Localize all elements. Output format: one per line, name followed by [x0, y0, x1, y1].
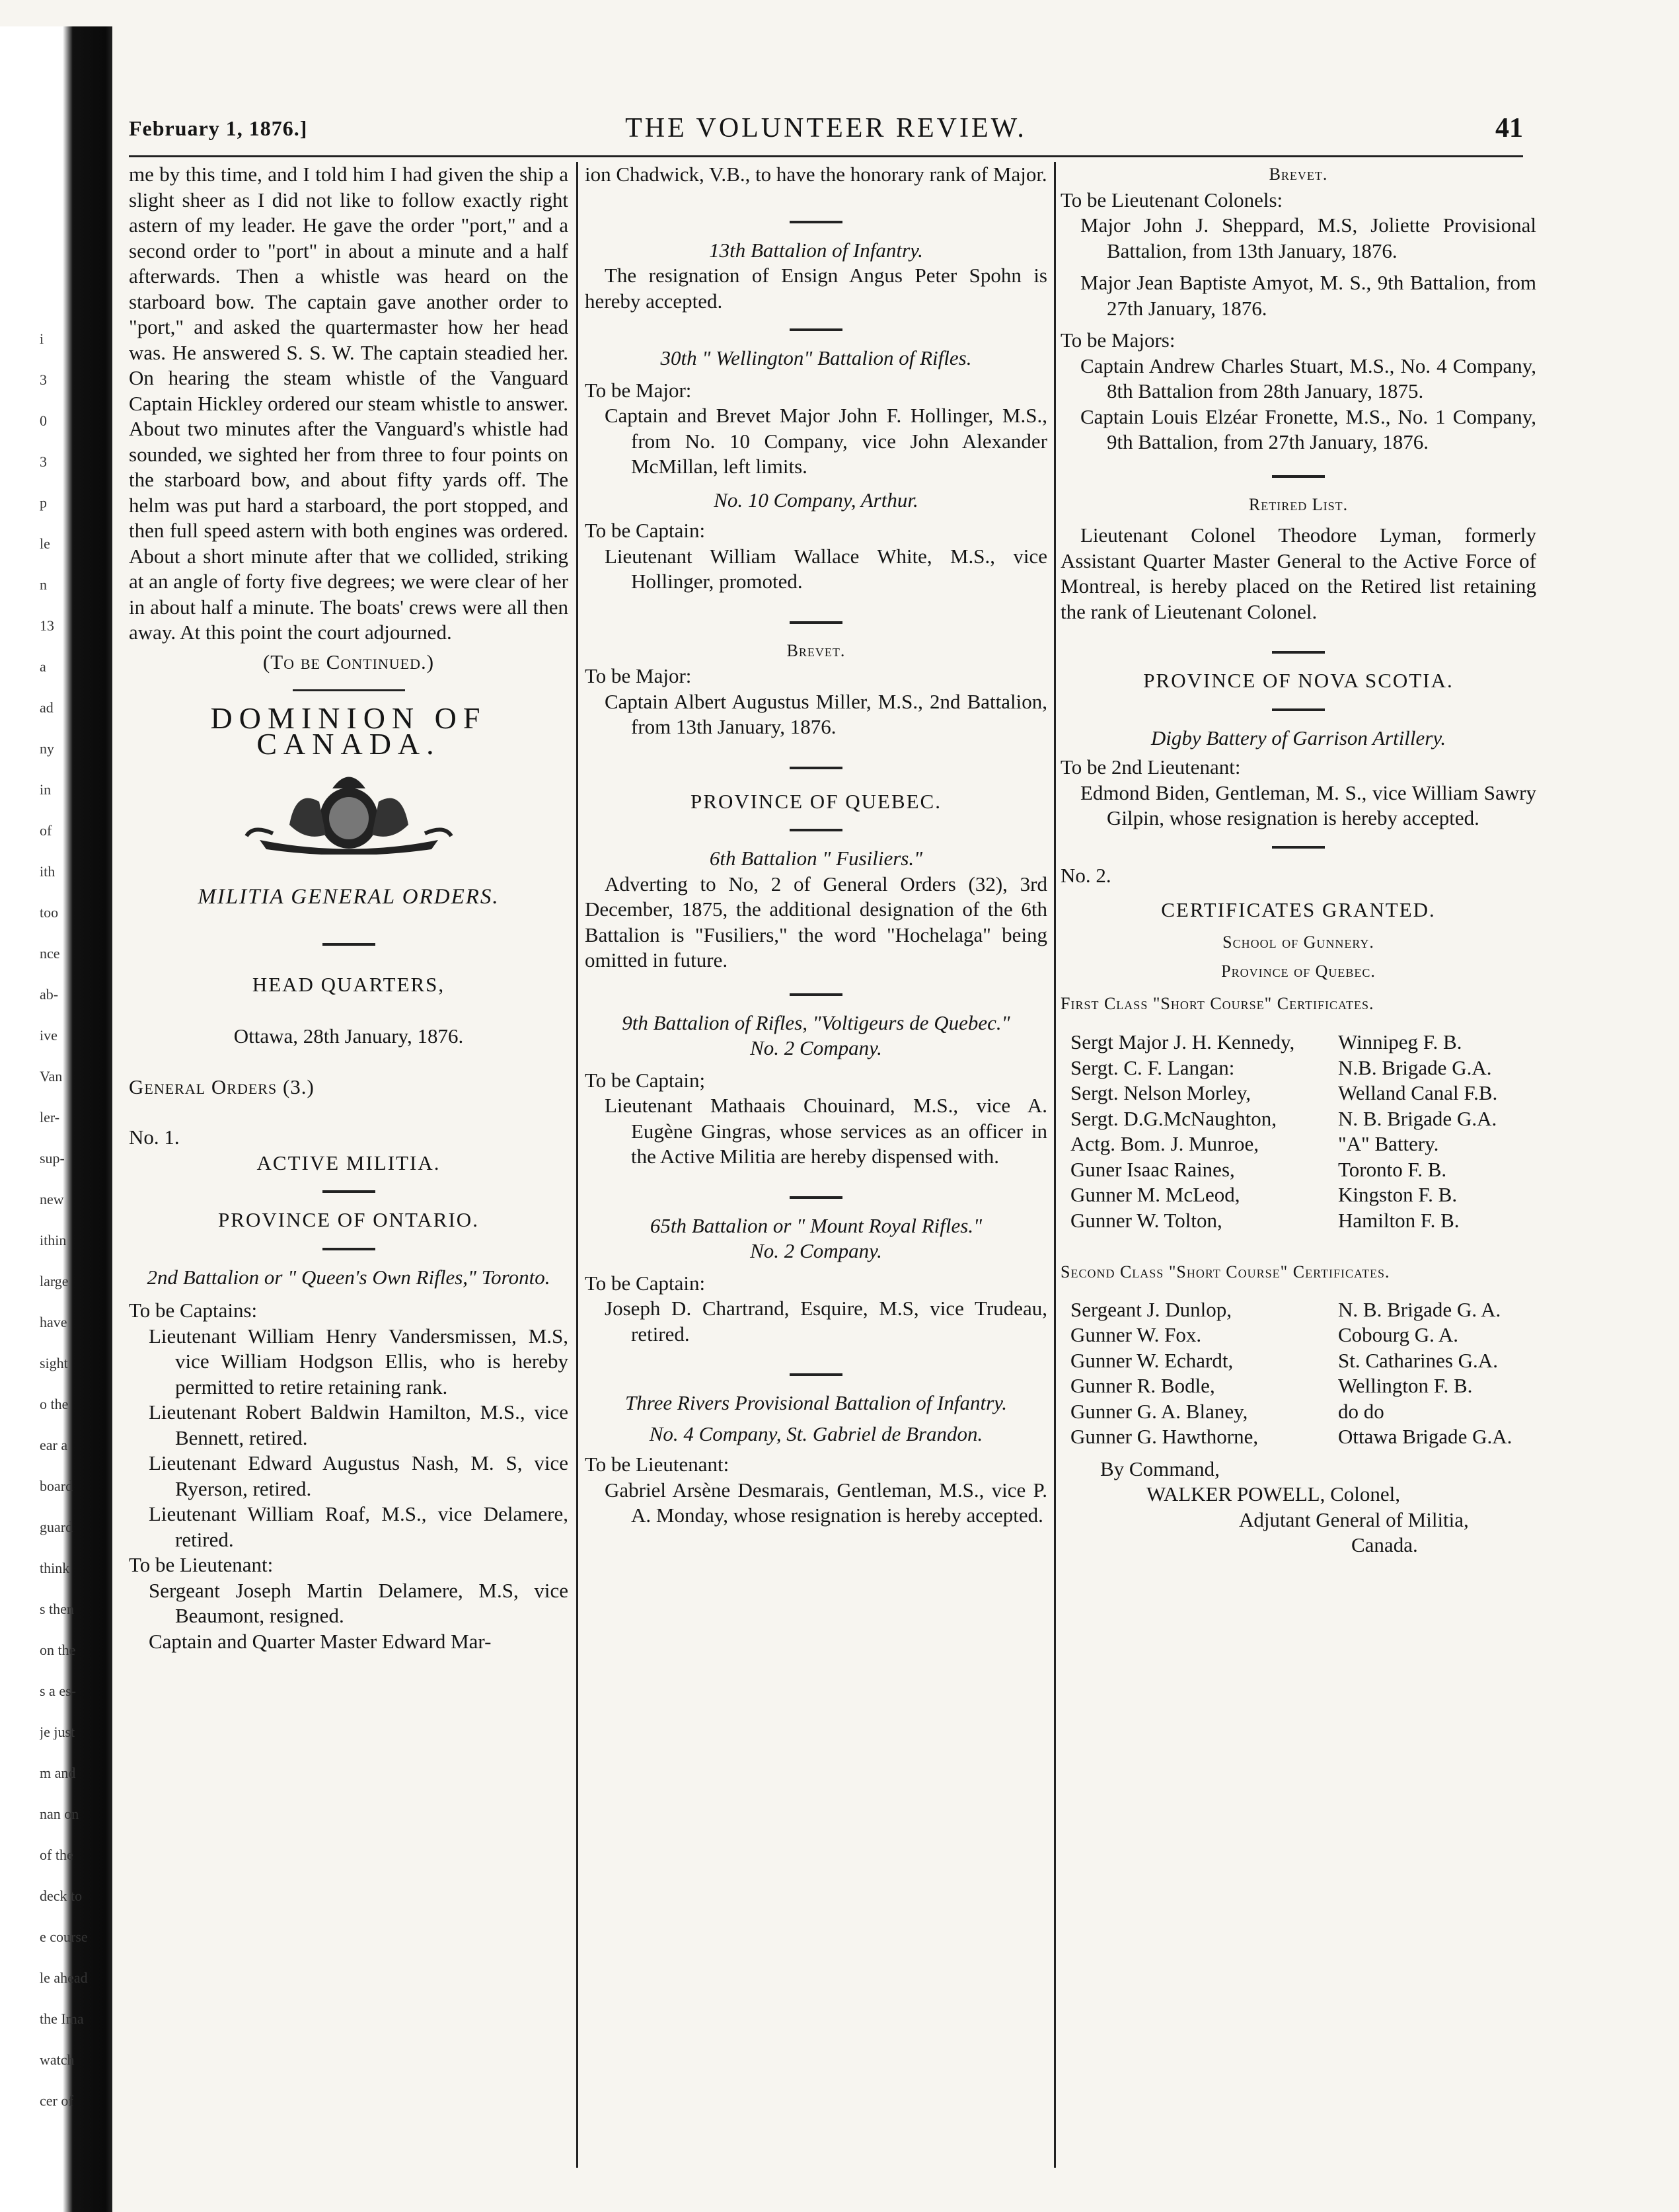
- certificate-row: [1061, 1131, 1536, 1157]
- certificate-unit: St. Catharines G.A.: [1338, 1348, 1498, 1372]
- certificate-unit: Winnipeg F. B.: [1338, 1030, 1462, 1053]
- order-text: Adverting to No, 2 of General Orders (32), 3rd December, 1875, the additional designation of the 6th Battalion is "Fusiliers," the word "Hochelaga" being omitted in future.: [585, 872, 1047, 972]
- certificate-row: [1061, 1424, 1536, 1450]
- company-heading: No. 10 Company, Arthur.: [714, 488, 918, 512]
- certificate-unit: N.B. Brigade G.A.: [1338, 1055, 1492, 1079]
- certificate-unit: Toronto F. B.: [1338, 1157, 1447, 1181]
- appointment-entry: Major Jean Baptiste Amyot, M. S., 9th Battalion, from 27th January, 1876.: [1080, 271, 1536, 320]
- margin-fragment: 0: [40, 412, 47, 429]
- margin-fragment: o the: [40, 1396, 69, 1412]
- divider: [790, 221, 842, 223]
- margin-fragment: 13: [40, 617, 54, 634]
- appointment-label: To be Captain:: [585, 519, 706, 542]
- company-heading: No. 2 Company.: [750, 1036, 882, 1059]
- margin-fragment: le: [40, 535, 50, 552]
- order-number: No. 2.: [1061, 863, 1111, 887]
- margin-fragment: i: [40, 330, 44, 347]
- certificate-name: Sergt Major J. H. Kennedy,: [1070, 1030, 1295, 1053]
- margin-fragment: 3: [40, 371, 47, 388]
- margin-fragment: too: [40, 904, 59, 921]
- certificate-row: [1061, 1322, 1536, 1348]
- certificate-row: [1061, 1348, 1536, 1374]
- appointment-entry: Lieutenant Robert Baldwin Hamilton, M.S., vice Bennett, retired.: [149, 1400, 568, 1449]
- certificate-row: [1061, 1055, 1536, 1081]
- certificate-name: Sergt. Nelson Morley,: [1070, 1081, 1251, 1104]
- margin-fragment: 3: [40, 453, 47, 470]
- margin-fragment: ler-: [40, 1109, 60, 1125]
- margin-fragment: ive: [40, 1027, 57, 1044]
- appointment-entry: Captain Albert Augustus Miller, M.S., 2nd Battalion, from 13th January, 1876.: [605, 689, 1047, 738]
- margin-fragment: le ahead: [40, 1969, 88, 1986]
- dominion-heading: DOMINION OF CANADA.: [210, 701, 487, 761]
- divider: [790, 621, 842, 624]
- appointment-entry: Lieutenant William Henry Vandersmissen, M.S, vice William Hodgson Ellis, who is hereby permitted to retire retaining rank.: [149, 1324, 568, 1398]
- appointment-entry: Captain Louis Elzéar Fronette, M.S., No. 1 Company, 9th Battalion, from 27th January, 1876.: [1080, 404, 1536, 453]
- battalion-heading: 65th Battalion or " Mount Royal Rifles.": [650, 1213, 983, 1237]
- page-header: [129, 112, 1523, 152]
- appointment-entry: Lieutenant William Wallace White, M.S., vice Hollinger, promoted.: [605, 544, 1047, 593]
- margin-fragment: on the: [40, 1642, 76, 1658]
- appointment-label: To be Majors:: [1061, 328, 1175, 352]
- certificate-row: [1061, 1297, 1536, 1323]
- margin-fragment: a: [40, 658, 46, 675]
- active-militia-heading: ACTIVE MILITIA.: [256, 1151, 441, 1174]
- appointment-entry: Captain Andrew Charles Stuart, M.S., No. 4 Company, 8th Battalion from 28th January, 1875.: [1080, 354, 1536, 402]
- certificate-name: Gunner M. McLeod,: [1070, 1183, 1240, 1206]
- certificate-name: Sergt. D.G.McNaughton,: [1070, 1106, 1277, 1130]
- order-text: Lieutenant Colonel Theodore Lyman, formerly Assistant Quarter Master General to the Active Force of Montreal, is hereby placed on the Retired list retaining the rank of Lieutenant Colonel.: [1061, 523, 1536, 623]
- margin-fragment: ny: [40, 740, 54, 757]
- column-1: [129, 162, 568, 1654]
- battalion-heading: 2nd Battalion or " Queen's Own Rifles," Toronto.: [147, 1265, 550, 1289]
- appointment-entry: Sergeant Joseph Martin Delamere, M.S, vice Beaumont, resigned.: [149, 1578, 568, 1627]
- divider: [293, 689, 405, 691]
- margin-fragment: think: [40, 1560, 70, 1576]
- second-class-heading: Second Class "Short Course" Certificates.: [1061, 1262, 1390, 1281]
- divider: [322, 943, 375, 946]
- margin-fragment: guard: [40, 1519, 73, 1535]
- by-command: By Command,: [1100, 1457, 1220, 1480]
- certificate-row: [1061, 1182, 1536, 1208]
- margin-fragment: s then: [40, 1601, 74, 1617]
- divider: [1272, 708, 1325, 711]
- certificate-unit: do do: [1338, 1399, 1384, 1423]
- margin-fragment: deck to: [40, 1888, 83, 1904]
- margin-fragment: have: [40, 1314, 67, 1330]
- signature-name: WALKER POWELL, Colonel,: [1146, 1482, 1401, 1506]
- appointment-entry: Lieutenant Mathaais Chouinard, M.S., vice A. Eugène Gingras, whose services as an officer in the Active Militia are hereby dispensed with.: [605, 1094, 1047, 1168]
- divider: [790, 1196, 842, 1199]
- certificate-name: Gunner G. Hawthorne,: [1070, 1425, 1259, 1448]
- column-rule: [576, 162, 578, 2168]
- margin-fragment: of the: [40, 1847, 73, 1863]
- certificate-unit: Cobourg G. A.: [1338, 1323, 1459, 1346]
- certificate-row: [1061, 1106, 1536, 1132]
- appointment-label: To be Major:: [585, 378, 692, 402]
- margin-fragment: nan on: [40, 1806, 79, 1822]
- divider: [790, 328, 842, 331]
- margin-fragment: ithin: [40, 1232, 67, 1248]
- certificate-unit: Wellington F. B.: [1338, 1374, 1473, 1397]
- margin-fragment: ad: [40, 699, 54, 716]
- first-class-heading: First Class "Short Course" Certificates.: [1061, 993, 1374, 1013]
- divider: [790, 829, 842, 831]
- appointment-label: To be Lieutenant Colonels:: [1061, 188, 1283, 211]
- margin-fragment: in: [40, 781, 52, 798]
- militia-orders-title: MILITIA GENERAL ORDERS.: [198, 885, 500, 909]
- certificate-unit: N. B. Brigade G. A.: [1338, 1297, 1501, 1321]
- certificate-row: [1061, 1399, 1536, 1425]
- order-number: No. 1.: [129, 1125, 180, 1149]
- appointment-label: To be Captain;: [585, 1068, 706, 1092]
- brevet-heading: Brevet.: [1269, 165, 1328, 184]
- appointment-entry: Joseph D. Chartrand, Esquire, M.S, vice Trudeau, retired.: [605, 1297, 1047, 1346]
- margin-fragment: p: [40, 494, 47, 511]
- appointment-entry: Lieutenant William Roaf, M.S., vice Delamere, retired.: [149, 1502, 568, 1551]
- margin-fragment: of: [40, 822, 52, 839]
- margin-fragment: n: [40, 576, 47, 593]
- margin-fragment: s a es-: [40, 1683, 76, 1699]
- first-class-list: [1061, 1030, 1536, 1233]
- certificate-unit: Ottawa Brigade G.A.: [1338, 1425, 1512, 1448]
- battalion-heading: 9th Battalion of Rifles, "Voltigeurs de Quebec.": [622, 1011, 1010, 1034]
- margin-fragment: watch: [40, 2051, 75, 2068]
- order-text: The resignation of Ensign Angus Peter Spohn is hereby accepted.: [585, 264, 1047, 313]
- header-rule: [129, 155, 1523, 157]
- divider: [1272, 651, 1325, 654]
- certificate-row: [1061, 1081, 1536, 1106]
- certificate-name: Gunner W. Echardt,: [1070, 1348, 1234, 1372]
- divider: [790, 767, 842, 769]
- appointment-label: To be Major:: [585, 664, 692, 687]
- header-date: February 1, 1876.]: [129, 116, 308, 140]
- ontario-heading: PROVINCE OF ONTARIO.: [218, 1208, 479, 1231]
- retired-list-heading: Retired List.: [1248, 494, 1349, 514]
- margin-fragment: sight: [40, 1355, 68, 1371]
- signature-title: Adjutant General of Militia,: [1239, 1507, 1469, 1531]
- margin-fragment: board: [40, 1478, 73, 1494]
- school-heading: School of Gunnery.: [1222, 932, 1374, 952]
- certificate-row: [1061, 1208, 1536, 1234]
- province-heading: Province of Quebec.: [1221, 962, 1376, 981]
- certificate-name: Actg. Bom. J. Munroe,: [1070, 1132, 1259, 1155]
- nova-scotia-heading: PROVINCE OF NOVA SCOTIA.: [1143, 669, 1454, 692]
- place-date: Ottawa, 28th January, 1876.: [233, 1024, 464, 1048]
- certificate-unit: Welland Canal F.B.: [1338, 1081, 1498, 1104]
- quebec-heading: PROVINCE OF QUEBEC.: [690, 789, 942, 813]
- divider: [790, 993, 842, 996]
- certificate-unit: Kingston F. B.: [1338, 1183, 1458, 1206]
- certificate-row: [1061, 1030, 1536, 1055]
- appointment-entry: Captain and Quarter Master Edward Mar-: [149, 1629, 492, 1653]
- page-number: 41: [1495, 113, 1523, 143]
- column-3: [1061, 162, 1536, 1558]
- appointment-label: To be 2nd Lieutenant:: [1061, 755, 1241, 779]
- narrative-text: me by this time, and I told him I had given the ship a slight sheer as I did not like to follow exactly right astern of my leader. He gave the order "port," and a second order to "port" in about a minute and a half afterwards. Then a whistle was heard on the starboard bow. The captain gave another order to "port," and asked the quartermaster how her head was. He answered S. S. W. The captain steadied her. On hearing the steam whistle of the Vanguard Captain Hickley ordered our steam whistle to answer. About two minutes after the Vanguard's whistle had sounded, we sighted her from three to four points on the starboard bow, and about fifty yards off. The helm was put hard a starboard, the port stopped, and then full speed astern with both engines was ordered. About a short minute after that we collided, striking at an angle of forty five degrees; we were clear of her in about half a minute. The boats' crews were all then away. At this point the court adjourned.: [129, 163, 568, 644]
- certificate-row: [1061, 1157, 1536, 1183]
- margin-fragment: ab-: [40, 986, 59, 1003]
- certificate-row: [1061, 1373, 1536, 1399]
- margin-fragment: sup-: [40, 1150, 65, 1166]
- appointment-continued: ion Chadwick, V.B., to have the honorary rank of Major.: [585, 163, 1047, 186]
- margin-fragment: ith: [40, 863, 56, 880]
- margin-fragment: e course: [40, 1928, 88, 1945]
- appointment-entry: Edmond Biden, Gentleman, M. S., vice William Sawry Gilpin, whose resignation is hereby accepted.: [1080, 781, 1536, 829]
- certificate-name: Sergt. C. F. Langan:: [1070, 1055, 1235, 1079]
- certificates-heading: CERTIFICATES GRANTED.: [1161, 898, 1436, 921]
- margin-fragment: large: [40, 1273, 69, 1289]
- brevet-heading: Brevet.: [786, 640, 846, 660]
- margin-fragment: ear a: [40, 1437, 68, 1453]
- divider: [322, 1190, 375, 1193]
- company-heading: No. 2 Company.: [750, 1239, 882, 1262]
- column-rule: [1054, 162, 1056, 2168]
- general-orders-label: General Orders (3.): [129, 1075, 315, 1098]
- divider: [1272, 846, 1325, 849]
- margin-fragment: je just: [40, 1724, 75, 1740]
- certificate-unit: N. B. Brigade G.A.: [1338, 1106, 1497, 1130]
- certificate-name: Sergeant J. Dunlop,: [1070, 1297, 1232, 1321]
- margin-fragment: new: [40, 1191, 64, 1207]
- divider: [322, 1248, 375, 1250]
- company-heading: No. 4 Company, St. Gabriel de Brandon.: [649, 1422, 983, 1445]
- certificate-name: Gunner R. Bodle,: [1070, 1374, 1215, 1397]
- headquarters-heading: HEAD QUARTERS,: [252, 972, 445, 996]
- certificate-name: Gunner W. Fox.: [1070, 1323, 1202, 1346]
- appointment-entry: Lieutenant Edward Augustus Nash, M. S, vice Ryerson, retired.: [149, 1451, 568, 1500]
- second-class-list: [1061, 1297, 1536, 1450]
- column-2: [585, 162, 1047, 1529]
- appointment-label: To be Captains:: [129, 1299, 258, 1322]
- margin-fragment: nce: [40, 945, 60, 962]
- appointment-entry: Captain and Brevet Major John F. Hollinger, M.S., from No. 10 Company, vice John Alexander McMillan, left limits.: [605, 404, 1047, 478]
- certificate-name: Gunner W. Tolton,: [1070, 1208, 1222, 1232]
- battalion-heading: Three Rivers Provisional Battalion of Infantry.: [624, 1391, 1008, 1414]
- margin-fragment: cer of: [40, 2092, 73, 2109]
- continued-note: (To be Continued.): [262, 650, 435, 673]
- certificate-name: Gunner G. A. Blaney,: [1070, 1399, 1248, 1423]
- appointment-label: To be Captain:: [585, 1271, 706, 1295]
- header-title: THE VOLUNTEER REVIEW.: [625, 113, 1027, 143]
- battalion-heading: 6th Battalion " Fusiliers.": [709, 847, 923, 870]
- royal-coat-of-arms-icon: [233, 762, 465, 855]
- appointment-label: To be Lieutenant:: [585, 1453, 729, 1476]
- margin-fragment: Van: [40, 1068, 63, 1085]
- battery-heading: Digby Battery of Garrison Artillery.: [1150, 726, 1446, 749]
- appointment-label: To be Lieutenant:: [129, 1553, 274, 1576]
- certificate-unit: "A" Battery.: [1338, 1132, 1439, 1155]
- margin-fragment: m and: [40, 1765, 76, 1781]
- margin-fragment: the Ima: [40, 2010, 84, 2027]
- battalion-heading: 30th " Wellington" Battalion of Rifles.: [660, 346, 972, 369]
- signature-place: Canada.: [1351, 1533, 1418, 1556]
- certificate-name: Guner Isaac Raines,: [1070, 1157, 1235, 1181]
- battalion-heading: 13th Battalion of Infantry.: [709, 238, 923, 262]
- certificate-unit: Hamilton F. B.: [1338, 1208, 1460, 1232]
- appointment-entry: Major John J. Sheppard, M.S, Joliette Provisional Battalion, from 13th January, 1876.: [1080, 213, 1536, 262]
- facing-page-fragments: [40, 0, 119, 2212]
- appointment-entry: Gabriel Arsène Desmarais, Gentleman, M.S., vice P. A. Monday, whose resignation is hereby accepted.: [605, 1478, 1047, 1527]
- divider: [790, 1373, 842, 1376]
- divider: [1272, 475, 1325, 478]
